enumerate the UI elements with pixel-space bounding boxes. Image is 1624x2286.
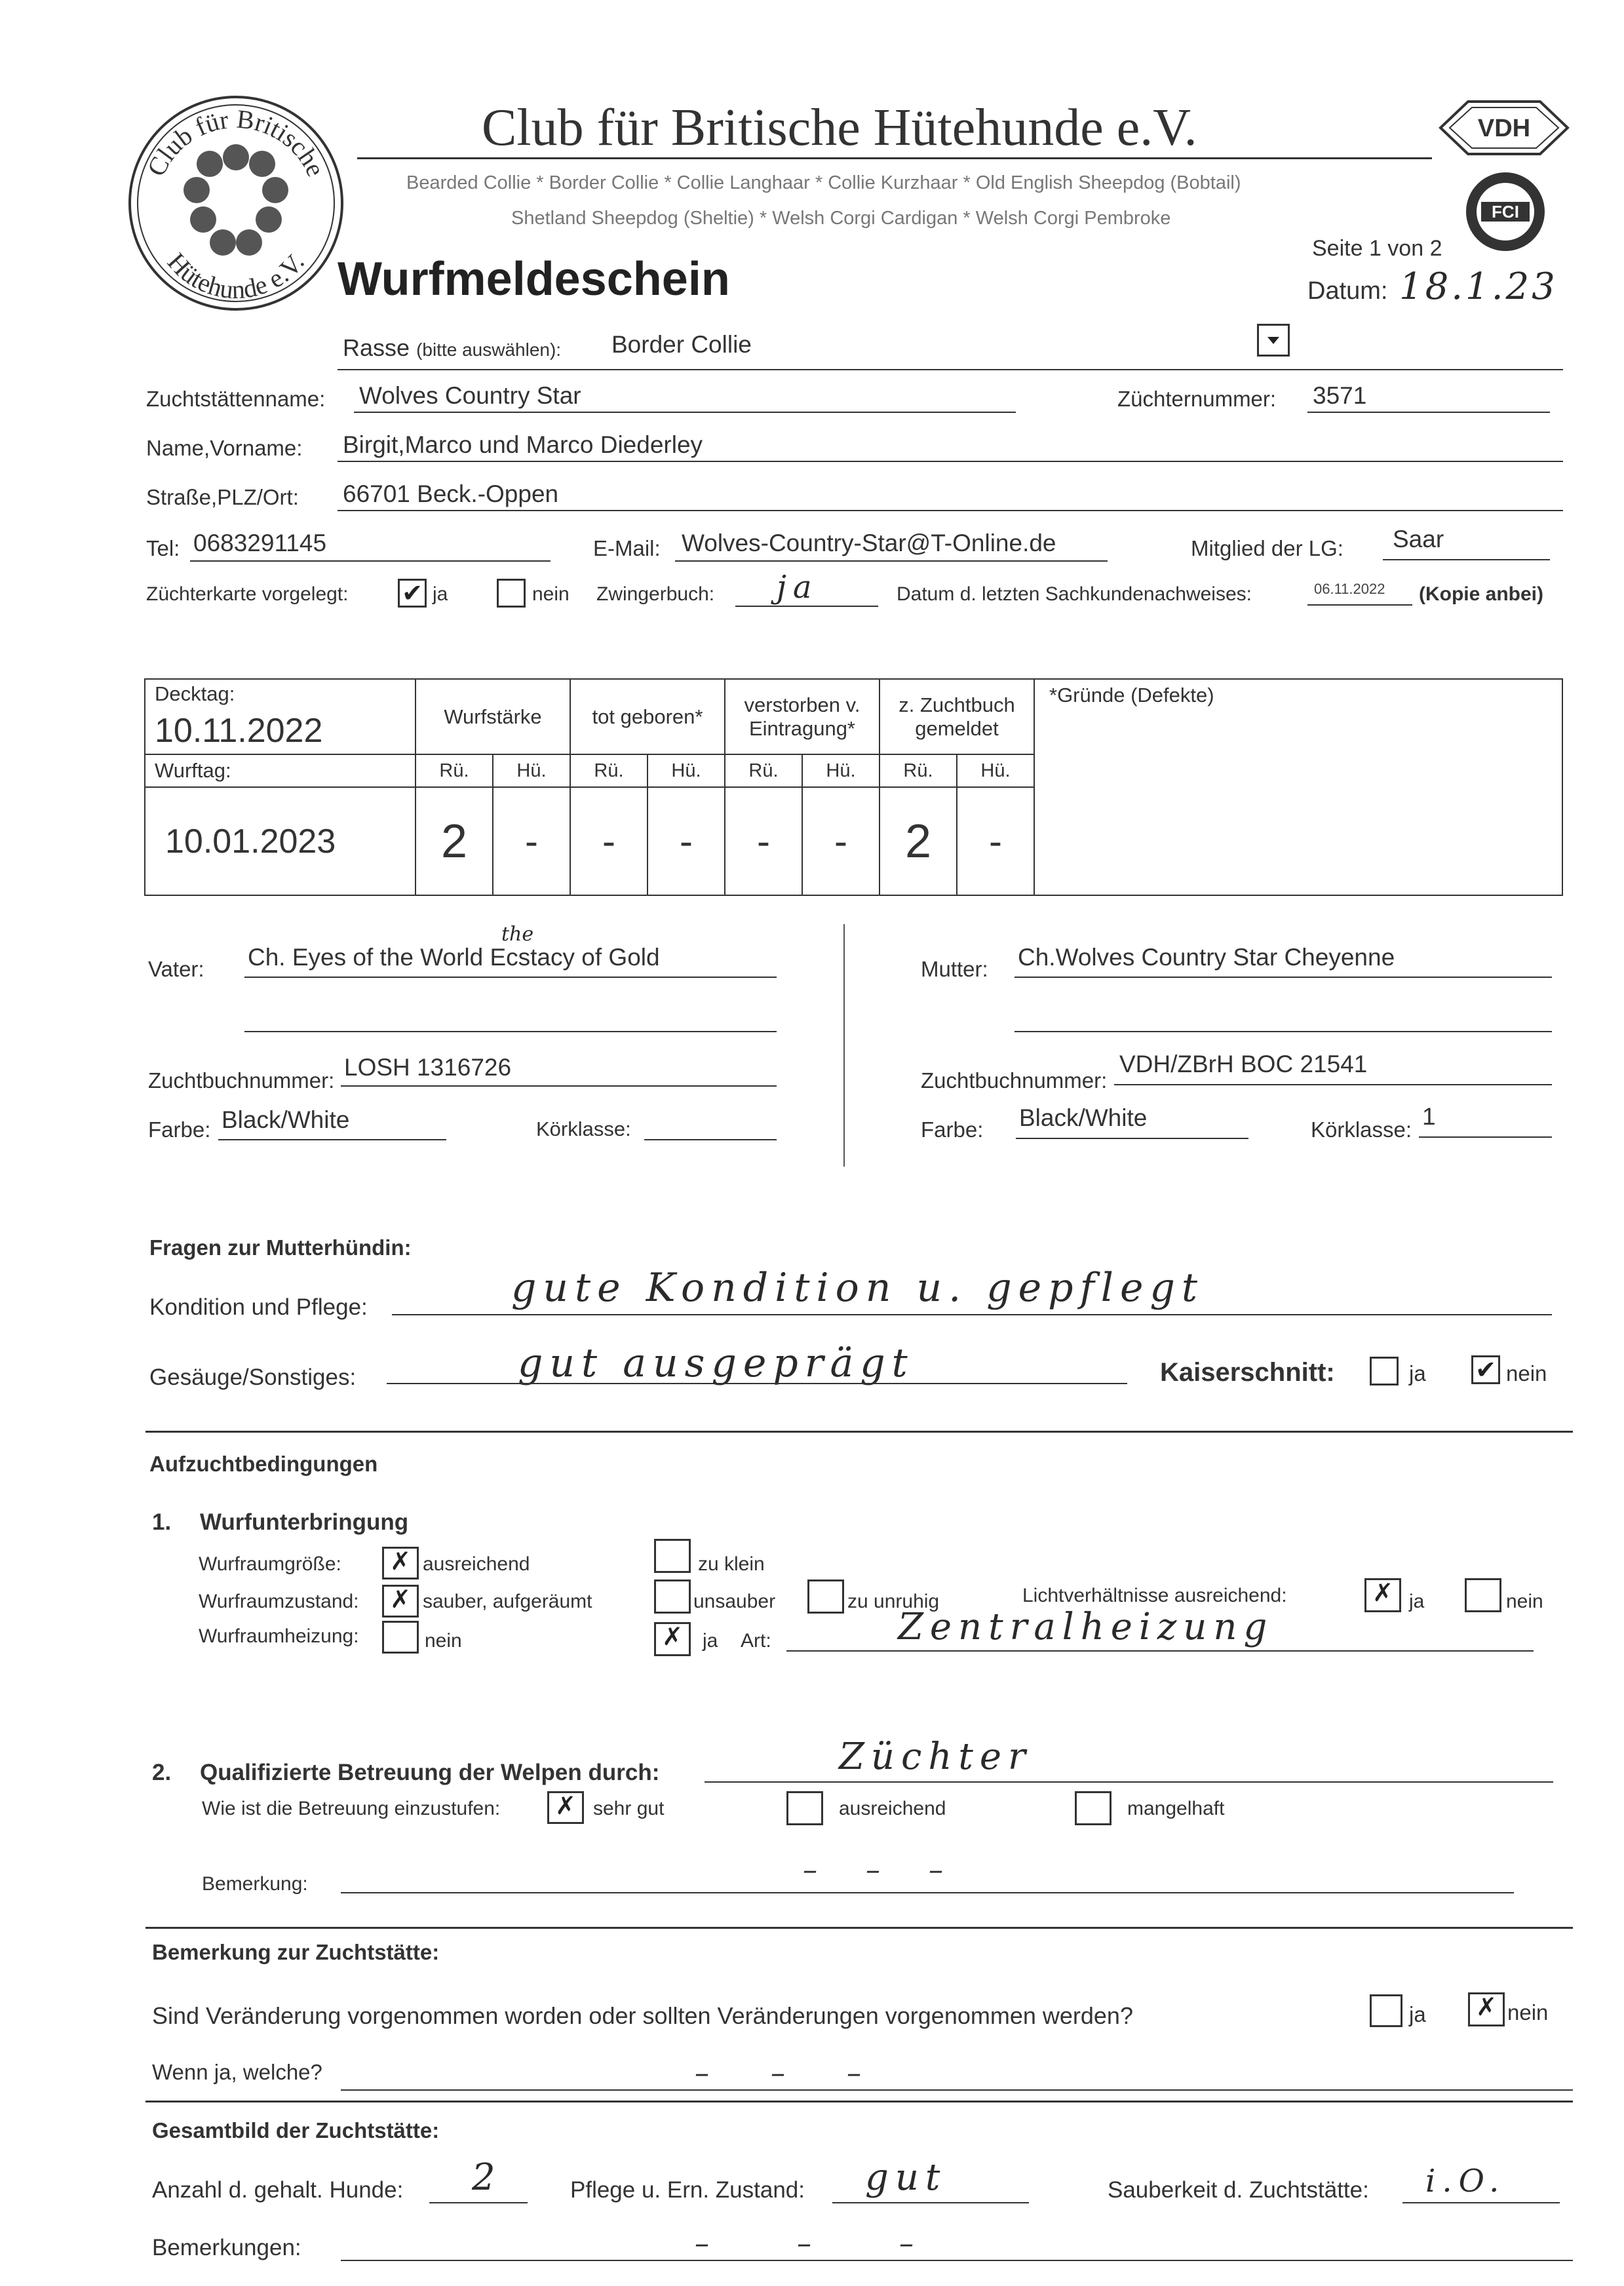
care-by-value[interactable]: Züchter: [839, 1735, 1032, 1778]
section-divider-2: [145, 1927, 1573, 1929]
breeds-line-2: Shetland Sheepdog (Sheltie) * Welsh Corgi Cardigan * Welsh Corgi Pembroke: [511, 208, 1171, 229]
dam-korklasse-line: [1419, 1136, 1552, 1138]
lg-line: [1383, 559, 1550, 560]
litter-day-label-cell: [145, 754, 416, 787]
litter-table: [144, 678, 1563, 896]
svg-text:FCI: FCI: [1492, 202, 1519, 222]
chevron-down-icon: [1259, 326, 1288, 355]
vdh-logo: [1435, 98, 1573, 157]
sub-header-ru: Rü.: [880, 754, 957, 787]
sire-color-label: Farbe:: [148, 1117, 211, 1142]
litter-size-males[interactable]: 2: [416, 787, 493, 895]
breed-value[interactable]: Border Collie: [611, 331, 752, 358]
sire-label: Vater:: [148, 957, 204, 981]
deck-day-cell: [145, 679, 416, 754]
changes-yes-checkbox[interactable]: [1370, 1994, 1402, 2027]
club-seal: [125, 92, 347, 315]
cleanliness-label: Sauberkeit d. Zuchtstätte:: [1108, 2177, 1369, 2203]
sub-header-ru: Rü.: [725, 754, 802, 787]
breed-dropdown-button[interactable]: [1257, 324, 1290, 357]
phone-value[interactable]: 0683291145: [193, 530, 327, 556]
sub-header-hu: Hü.: [802, 754, 880, 787]
c-section-label: Kaiserschnitt:: [1160, 1358, 1335, 1387]
phone-label: Tel:: [146, 536, 180, 560]
care-rating-label: Wie ist die Betreuung einzustufen:: [202, 1798, 501, 1819]
sub-header-ru: Rü.: [416, 754, 493, 787]
breeder-card-yes-label: ja: [433, 583, 448, 605]
light-no-checkbox[interactable]: [1465, 1578, 1501, 1612]
litter-size-females[interactable]: -: [493, 787, 570, 895]
care-condition-value[interactable]: gut: [865, 2156, 947, 2199]
care-rating-ok-label: ausreichend: [839, 1798, 946, 1819]
lg-label: Mitglied der LG:: [1191, 536, 1344, 560]
condition-label: Kondition und Pflege:: [149, 1294, 368, 1320]
email-value[interactable]: Wolves-Country-Star@T-Online.de: [682, 530, 1056, 556]
form-title: Wurfmeldeschein: [338, 253, 730, 305]
fci-logo: [1463, 169, 1548, 254]
heating-no-label: nein: [425, 1630, 462, 1652]
copy-attached-note: (Kopie anbei): [1419, 583, 1544, 605]
dam-korklasse-value[interactable]: 1: [1422, 1103, 1436, 1130]
cleanliness-value[interactable]: i.O.: [1425, 2163, 1506, 2199]
dam-label: Mutter:: [921, 957, 988, 981]
care-rating-poor-label: mangelhaft: [1127, 1798, 1225, 1819]
teats-value[interactable]: gut ausgeprägt: [518, 1340, 914, 1386]
section-1-number: 1.: [152, 1509, 172, 1535]
date-value[interactable]: 18.1.23: [1399, 265, 1558, 308]
col-header-litter-size: Wurfstärke: [416, 679, 570, 754]
sire-studbook-line: [341, 1085, 777, 1087]
sire-korklasse-line: [644, 1139, 777, 1140]
care-condition-line: [832, 2202, 1029, 2203]
person-name-label: Name,Vorname:: [146, 436, 303, 460]
heating-no-checkbox[interactable]: [382, 1621, 419, 1654]
dam-studbook-line: [1114, 1084, 1552, 1085]
breed-label: Rasse (bitte auswählen):: [343, 334, 562, 361]
care-by-line: [705, 1781, 1553, 1783]
zwingerbuch-line: [735, 606, 878, 607]
light-yes-checkbox[interactable]: ✗: [1364, 1578, 1401, 1612]
light-no-label: nein: [1506, 1591, 1543, 1612]
deck-day-label: Decktag:: [155, 682, 235, 705]
heating-type-label: Art:: [741, 1630, 771, 1652]
section-2-number: 2.: [152, 1760, 172, 1785]
dam-color-value[interactable]: Black/White: [1019, 1104, 1148, 1131]
room-size-ok-label: ausreichend: [423, 1553, 530, 1575]
kennel-name-value[interactable]: Wolves Country Star: [359, 382, 581, 409]
heating-type-line: [786, 1650, 1534, 1652]
sub-header-hu: Hü.: [648, 754, 725, 787]
room-state-label: Wurfraumzustand:: [199, 1591, 359, 1612]
light-label: Lichtverhältnisse ausreichend:: [1022, 1585, 1287, 1606]
litter-day-value[interactable]: 10.01.2023: [165, 822, 336, 861]
dam-color-line: [1016, 1138, 1248, 1139]
deck-day-value[interactable]: 10.11.2022: [155, 712, 323, 750]
sire-annotation: the: [501, 923, 534, 946]
changes-yes-label: ja: [1409, 2002, 1426, 2026]
sire-name-value[interactable]: Ch. Eyes of the World Ecstacy of Gold: [248, 944, 660, 971]
teats-line: [387, 1383, 1127, 1384]
room-size-small-checkbox[interactable]: [654, 1539, 691, 1573]
zwingerbuch-label: Zwingerbuch:: [596, 583, 715, 605]
sub-header-hu: Hü.: [493, 754, 570, 787]
overall-remarks-label: Bemerkungen:: [152, 2235, 301, 2260]
c-section-no-label: nein: [1506, 1361, 1547, 1385]
breeder-card-yes-checkbox[interactable]: ✔: [398, 579, 427, 608]
date-label: Datum:: [1307, 277, 1388, 305]
remark-label: Bemerkung:: [202, 1873, 308, 1895]
dam-studbook-label: Zuchtbuchnummer:: [921, 1068, 1108, 1093]
changes-no-checkbox[interactable]: ✗: [1468, 1992, 1505, 2026]
col-header-reasons: *Gründe (Defekte): [1034, 679, 1562, 895]
registered-males[interactable]: 2: [880, 787, 957, 895]
breeder-card-no-label: nein: [532, 583, 570, 605]
breeder-number-label: Züchternummer:: [1117, 387, 1277, 411]
room-state-restless-label: zu unruhig: [847, 1591, 940, 1612]
sire-color-line: [218, 1139, 446, 1140]
sire-dam-divider: [843, 924, 845, 1167]
kennel-name-line: [354, 412, 1016, 413]
overall-remarks-value[interactable]: – – –: [695, 2227, 953, 2260]
sachkunde-value[interactable]: 06.11.2022: [1314, 581, 1385, 597]
overall-title: Gesamtbild der Zuchtstätte:: [152, 2118, 440, 2142]
care-rating-good-checkbox[interactable]: ✗: [547, 1791, 584, 1824]
email-line: [675, 560, 1108, 562]
dam-name-value[interactable]: Ch.Wolves Country Star Cheyenne: [1018, 944, 1395, 971]
litter-day-label: Wurftag:: [155, 759, 231, 782]
light-yes-label: ja: [1409, 1591, 1425, 1612]
zwingerbuch-value[interactable]: ja: [777, 569, 819, 606]
breeder-number-line: [1307, 412, 1550, 413]
sire-name-line-2: [244, 1031, 777, 1032]
remark-value[interactable]: – – –: [803, 1853, 963, 1887]
section-2-title: Qualifizierte Betreuung der Welpen durch:: [200, 1760, 660, 1785]
condition-value[interactable]: gute Kondition u. gepflegt: [511, 1265, 1204, 1311]
teats-label: Gesäuge/Sonstiges:: [149, 1365, 357, 1390]
room-size-label: Wurfraumgröße:: [199, 1553, 341, 1575]
dam-korklasse-label: Körklasse:: [1311, 1117, 1412, 1142]
litter-day-value-cell: [145, 787, 416, 895]
address-line: [338, 510, 1563, 511]
care-rating-ok-checkbox[interactable]: [786, 1791, 823, 1825]
room-state-clean-label: sauber, aufgeräumt: [423, 1591, 592, 1612]
sub-header-ru: Rü.: [570, 754, 648, 787]
dam-name-line: [1015, 977, 1552, 978]
sachkunde-label: Datum d. letzten Sachkundenachweises:: [897, 583, 1252, 605]
kennel-name-label: Zuchtstättenname:: [146, 387, 326, 411]
svg-text:Hütehunde e.V.: Hütehunde e.V.: [161, 247, 310, 305]
section-divider-3: [145, 2101, 1573, 2102]
person-name-value[interactable]: Birgit,Marco und Marco Diederley: [343, 431, 703, 458]
c-section-no-checkbox[interactable]: ✔: [1471, 1355, 1500, 1384]
kennel-remark-title: Bemerkung zur Zuchtstätte:: [152, 1940, 440, 1964]
heating-yes-checkbox[interactable]: ✗: [654, 1622, 691, 1656]
sub-header-hu: Hü.: [957, 754, 1034, 787]
address-value[interactable]: 66701 Beck.-Oppen: [343, 480, 559, 507]
condition-line: [392, 1314, 1552, 1315]
lg-value[interactable]: Saar: [1393, 526, 1444, 552]
room-state-clean-checkbox[interactable]: ✗: [382, 1585, 419, 1618]
sire-color-value[interactable]: Black/White: [222, 1106, 350, 1133]
svg-text:Club für Britische: Club für Britische: [141, 104, 331, 181]
breeds-line-1: Bearded Collie * Border Collie * Collie Langhaar * Collie Kurzhaar * Old English Sheepdog (Bobtail): [406, 172, 1241, 193]
room-size-small-label: zu klein: [698, 1553, 765, 1575]
registered-females[interactable]: -: [957, 787, 1034, 895]
which-changes-label: Wenn ja, welche?: [152, 2060, 322, 2084]
c-section-yes-label: ja: [1409, 1361, 1426, 1385]
overall-remarks-line: [341, 2260, 1573, 2261]
sire-studbook-label: Zuchtbuchnummer:: [148, 1068, 335, 1093]
which-changes-line: [341, 2089, 1573, 2091]
dogs-count-value[interactable]: 2: [472, 2156, 502, 2199]
changes-no-label: nein: [1507, 2000, 1549, 2024]
stillborn-males[interactable]: -: [570, 787, 648, 895]
col-header-registered: z. Zuchtbuch gemeldet: [880, 679, 1034, 754]
person-name-line: [338, 461, 1563, 462]
breeder-card-label: Züchterkarte vorgelegt:: [146, 583, 349, 605]
col-header-deceased: verstorben v. Eintragung*: [725, 679, 880, 754]
heating-yes-label: ja: [703, 1630, 718, 1652]
room-state-dirty-checkbox[interactable]: [654, 1579, 691, 1614]
room-state-restless-checkbox[interactable]: [807, 1579, 844, 1614]
phone-line: [190, 560, 551, 562]
dam-questions-title: Fragen zur Mutterhündin:: [149, 1235, 412, 1260]
email-label: E-Mail:: [593, 536, 661, 560]
room-size-ok-checkbox[interactable]: ✗: [382, 1547, 419, 1579]
header-rule: [357, 157, 1432, 159]
heating-type-value[interactable]: Zentralheizung: [898, 1606, 1274, 1648]
sire-studbook-value[interactable]: LOSH 1316726: [344, 1054, 512, 1081]
col-header-stillborn: tot geboren*: [570, 679, 725, 754]
sachkunde-line: [1307, 604, 1412, 606]
heating-label: Wurfraumheizung:: [199, 1625, 359, 1647]
breeder-card-no-checkbox[interactable]: [497, 579, 526, 608]
dogs-count-line: [429, 2202, 528, 2203]
dam-color-label: Farbe:: [921, 1117, 984, 1142]
section-divider-1: [145, 1431, 1573, 1433]
sire-korklasse-label: Körklasse:: [536, 1117, 631, 1140]
svg-text:VDH: VDH: [1477, 115, 1531, 142]
breeder-number-value[interactable]: 3571: [1313, 382, 1367, 409]
care-rating-good-label: sehr gut: [593, 1798, 665, 1819]
room-state-dirty-label: unsauber: [693, 1591, 776, 1612]
stillborn-females[interactable]: -: [648, 787, 725, 895]
page-indicator: Seite 1 von 2: [1312, 236, 1442, 261]
sire-name-line: [244, 977, 777, 978]
dogs-count-label: Anzahl d. gehalt. Hunde:: [152, 2177, 404, 2203]
rearing-title: Aufzuchtbedingungen: [149, 1452, 378, 1476]
cleanliness-line: [1402, 2202, 1560, 2203]
deceased-females[interactable]: -: [802, 787, 880, 895]
changes-question: Sind Veränderung vorgenommen worden oder sollten Veränderungen vorgenommen werden?: [152, 2002, 1133, 2029]
which-changes-value[interactable]: – – –: [695, 2057, 887, 2090]
dam-name-line-2: [1015, 1031, 1552, 1032]
care-rating-poor-checkbox[interactable]: [1075, 1791, 1112, 1825]
address-label: Straße,PLZ/Ort:: [146, 485, 299, 509]
remark-line: [341, 1892, 1514, 1893]
dam-studbook-value[interactable]: VDH/ZBrH BOC 21541: [1119, 1051, 1368, 1077]
club-name: Club für Britische Hütehunde e.V.: [482, 99, 1197, 157]
breed-underline: [338, 369, 1563, 370]
c-section-yes-checkbox[interactable]: [1370, 1357, 1399, 1385]
section-1-title: Wurfunterbringung: [200, 1509, 409, 1535]
deceased-males[interactable]: -: [725, 787, 802, 895]
care-condition-label: Pflege u. Ern. Zustand:: [570, 2177, 805, 2203]
